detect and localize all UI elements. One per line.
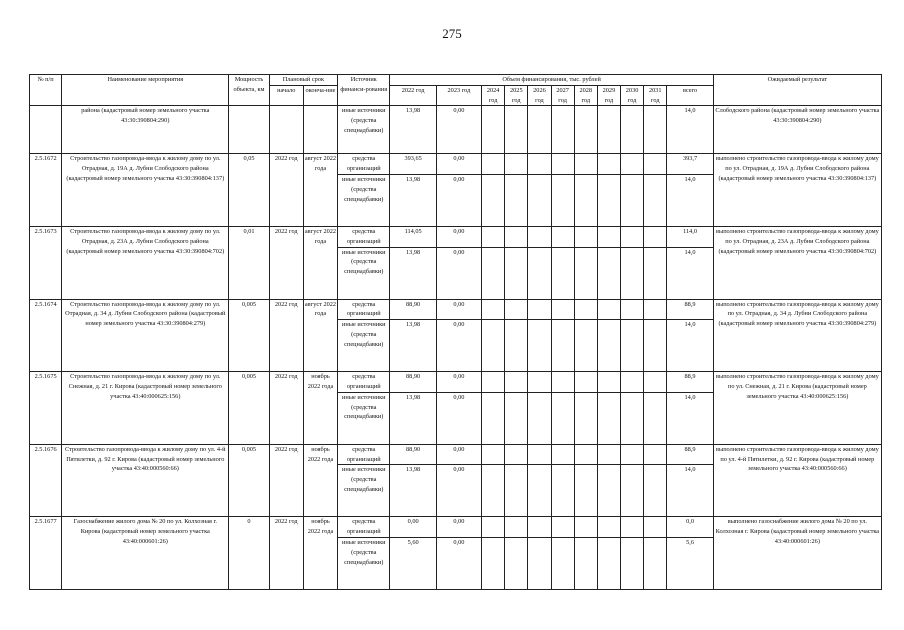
cell-empty	[644, 226, 667, 247]
cell-2023: 0,00	[436, 320, 481, 372]
cell-empty	[505, 106, 528, 154]
cell-empty	[505, 372, 528, 393]
header-result: Ожидаемый результат	[713, 75, 881, 106]
cell-empty	[574, 247, 597, 299]
cell-empty	[574, 372, 597, 393]
cell-start: 2022 год	[269, 299, 303, 372]
cell-source: иные источники (средства спецнадбавки)	[338, 320, 390, 372]
table-row	[30, 154, 882, 175]
table-header	[30, 75, 882, 106]
cell-empty	[621, 226, 644, 247]
cell-empty	[574, 320, 597, 372]
header-term-start: начало	[269, 85, 303, 106]
header-year-2022: 2022 год	[390, 85, 436, 106]
cell-end: август 2022 года	[303, 299, 337, 372]
cell-total: 114,0	[667, 226, 713, 247]
cell-source: средства организаций	[338, 299, 390, 320]
cell-empty	[505, 517, 528, 538]
header-year-2025: 2025 год	[505, 85, 528, 106]
cell-empty	[597, 299, 620, 320]
cell-source: средства организаций	[338, 444, 390, 465]
cell-source: иные источники (средства спецнадбавки)	[338, 247, 390, 299]
cell-end: ноябрь 2022 года	[303, 517, 337, 590]
cell-empty	[574, 154, 597, 175]
cell-code: 2.5.1677	[30, 517, 62, 590]
cell-total: 14,0	[667, 174, 713, 226]
cell-result: выполнено строительство газопровода-ввода к жилому дому по ул. Снежная, д. 21 г. Кирова (кадастровый номер земельного участка 43:40:000625:156)	[713, 372, 881, 445]
cell-empty	[597, 444, 620, 465]
cell-empty	[597, 517, 620, 538]
cell-empty	[551, 444, 574, 465]
header-year-2023: 2023 год	[436, 85, 481, 106]
cell-source: средства организаций	[338, 226, 390, 247]
cell-name: Строительство газопровода-ввода к жилому дому по ул. 4-й Пятилетки, д. 92 г. Кирова (кадастровый номер земельного участка 43:40:000560:66)	[62, 444, 229, 517]
cell-end: ноябрь 2022 года	[303, 444, 337, 517]
cell-2022: 13,98	[390, 247, 436, 299]
cell-2023: 0,00	[436, 392, 481, 444]
cell-empty	[574, 465, 597, 517]
cell-source: иные источники (средства спецнадбавки)	[338, 392, 390, 444]
cell-start: 2022 год	[269, 444, 303, 517]
table-body	[30, 106, 882, 590]
cell-total: 5,6	[667, 537, 713, 589]
cell-total: 88,9	[667, 372, 713, 393]
cell-2023: 0,00	[436, 106, 481, 154]
cell-empty	[621, 465, 644, 517]
cell-empty	[528, 174, 551, 226]
cell-total: 0,0	[667, 517, 713, 538]
table-row	[30, 299, 882, 320]
cell-2022: 13,98	[390, 320, 436, 372]
cell-2022: 88,90	[390, 299, 436, 320]
cell-empty	[644, 174, 667, 226]
cell-empty	[505, 320, 528, 372]
cell-empty	[551, 537, 574, 589]
cell-empty	[482, 299, 505, 320]
cell-start: 2022 год	[269, 517, 303, 590]
cell-capacity: 0,005	[229, 299, 269, 372]
cell-empty	[597, 247, 620, 299]
cell-2023: 0,00	[436, 517, 481, 538]
cell-empty	[574, 299, 597, 320]
cell-empty	[621, 517, 644, 538]
cell-empty	[621, 537, 644, 589]
cell-empty	[551, 154, 574, 175]
cell-result: выполнено строительство газопровода-ввода к жилому дому по ул. Отрадная, д. 19А д. Лубни Слободского района (кадастровый номер земельного участка 43:30:390804:137)	[713, 154, 881, 227]
cell-code: 2.5.1675	[30, 372, 62, 445]
cell-start: 2022 год	[269, 154, 303, 227]
header-year-2031: 2031 год	[644, 85, 667, 106]
cell-empty	[574, 174, 597, 226]
header-num: № п/п	[30, 75, 62, 106]
cell-empty	[597, 392, 620, 444]
cell-empty	[482, 106, 505, 154]
cell-empty	[621, 392, 644, 444]
cell-empty	[482, 517, 505, 538]
header-name: Наименование мероприятия	[62, 75, 229, 106]
cell-2023: 0,00	[436, 444, 481, 465]
table-row	[30, 444, 882, 465]
cell-empty	[574, 537, 597, 589]
cell-empty	[644, 299, 667, 320]
cell-empty	[597, 537, 620, 589]
cell-2023: 0,00	[436, 465, 481, 517]
cell-empty	[528, 537, 551, 589]
cell-empty	[644, 320, 667, 372]
header-term-end: оконча-ние	[303, 85, 337, 106]
cell-empty	[597, 372, 620, 393]
cell-code: 2.5.1674	[30, 299, 62, 372]
cell-2022: 0,00	[390, 517, 436, 538]
cell-code: 2.5.1676	[30, 444, 62, 517]
cell-end: ноябрь 2022 года	[303, 372, 337, 445]
cell-empty	[644, 517, 667, 538]
cell-empty	[621, 372, 644, 393]
cell-empty	[597, 106, 620, 154]
cell-2022: 13,98	[390, 106, 436, 154]
cell-empty	[505, 465, 528, 517]
cell-source: средства организаций	[338, 154, 390, 175]
cell-empty	[644, 465, 667, 517]
cell-name: Строительство газопровода-ввода к жилому дому по ул. Отрадная, д. 34 д. Лубни Слободского района (кадастровый номер земельного участка 43:30:390804:279)	[62, 299, 229, 372]
header-term: Плановый срок	[269, 75, 337, 86]
cell-result: Слободского района (кадастровый номер земельного участка 43:30:390804:290)	[713, 106, 881, 154]
cell-2022: 13,98	[390, 392, 436, 444]
page-number: 275	[442, 26, 462, 41]
cell-empty	[597, 154, 620, 175]
cell-empty	[644, 392, 667, 444]
table-row	[30, 372, 882, 393]
table-row	[30, 226, 882, 247]
cell-empty	[505, 247, 528, 299]
cell-empty	[482, 465, 505, 517]
cell-total: 88,9	[667, 444, 713, 465]
cell-source: иные источники (средства спецнадбавки)	[338, 106, 390, 154]
cell-end: август 2022 года	[303, 226, 337, 299]
cell-start: 2022 год	[269, 226, 303, 299]
cell-empty	[505, 174, 528, 226]
cell-empty	[505, 299, 528, 320]
cell-empty	[551, 372, 574, 393]
cell-empty	[482, 174, 505, 226]
cell-total: 14,0	[667, 392, 713, 444]
cell-2023: 0,00	[436, 299, 481, 320]
cell-empty	[644, 106, 667, 154]
header-source: Источник финанси-рования	[338, 75, 390, 106]
cell-result: выполнено строительство газопровода-ввода к жилому дому по ул. 4-й Пятилетки, д. 92 г. Кирова (кадастровый номер земельного участка 43:40:000560:66)	[713, 444, 881, 517]
cell-source: иные источники (средства спецнадбавки)	[338, 537, 390, 589]
cell-empty	[482, 537, 505, 589]
cell-empty	[482, 444, 505, 465]
cell-empty	[551, 174, 574, 226]
cell-empty	[528, 444, 551, 465]
header-year-2026: 2026 год	[528, 85, 551, 106]
cell-empty	[505, 537, 528, 589]
cell-end: август 2022 года	[303, 154, 337, 227]
cell-empty	[621, 444, 644, 465]
cell-empty	[551, 465, 574, 517]
cell-empty	[621, 106, 644, 154]
header-financing: Объем финансирования, тыс. рублей	[390, 75, 713, 86]
header-year-2030: 2030 год	[621, 85, 644, 106]
cell-empty	[574, 226, 597, 247]
cell-source: иные источники (средства спецнадбавки)	[338, 174, 390, 226]
cell-empty	[644, 444, 667, 465]
cell-empty	[482, 226, 505, 247]
cell-start: 2022 год	[269, 372, 303, 445]
cell-name: Строительство газопровода-ввода к жилому дому по ул. Отрадная, д. 23А д. Лубни Слободского района (кадастровый номер земельного участка 43:30:390804:702)	[62, 226, 229, 299]
cell-empty	[528, 517, 551, 538]
cell-name: Строительство газопровода-ввода к жилому дому по ул. Снежная, д. 21 г. Кирова (кадастровый номер земельного участка 43:40:000625:156)	[62, 372, 229, 445]
cell-2023: 0,00	[436, 247, 481, 299]
cell-capacity: 0,05	[229, 154, 269, 227]
cell-empty	[551, 226, 574, 247]
cell-empty	[482, 392, 505, 444]
cell-empty	[644, 537, 667, 589]
cell-empty	[528, 392, 551, 444]
cell-capacity: 0,005	[229, 444, 269, 517]
cell-name: района (кадастровый номер земельного участка 43:30:390804:290)	[62, 106, 229, 154]
table-row-continuation	[30, 106, 882, 154]
header-total: всего	[667, 85, 713, 106]
cell-2022: 393,65	[390, 154, 436, 175]
cell-empty	[551, 247, 574, 299]
cell-empty	[505, 392, 528, 444]
cell-empty	[551, 299, 574, 320]
header-year-2027: 2027 год	[551, 85, 574, 106]
cell-capacity	[229, 106, 269, 154]
cell-2022: 5,60	[390, 537, 436, 589]
cell-empty	[621, 299, 644, 320]
cell-empty	[528, 154, 551, 175]
cell-name: Газоснабжение жилого дома № 20 по ул. Колхозная г. Кирова (кадастровый номер земельного участка 43:40:000601:26)	[62, 517, 229, 590]
cell-empty	[574, 517, 597, 538]
header-year-2029: 2029 год	[597, 85, 620, 106]
cell-source: средства организаций	[338, 372, 390, 393]
cell-capacity: 0,01	[229, 226, 269, 299]
cell-empty	[644, 154, 667, 175]
cell-result: выполнено строительство газопровода-ввода к жилому дому по ул. Отрадная, д. 23А д. Лубни Слободского района (кадастровый номер земельного участка 43:30:390804:702)	[713, 226, 881, 299]
cell-empty	[528, 106, 551, 154]
cell-code: 2.5.1672	[30, 154, 62, 227]
cell-empty	[482, 320, 505, 372]
cell-total: 393,7	[667, 154, 713, 175]
cell-empty	[528, 299, 551, 320]
cell-empty	[482, 372, 505, 393]
cell-empty	[621, 174, 644, 226]
cell-2023: 0,00	[436, 174, 481, 226]
cell-empty	[644, 372, 667, 393]
cell-empty	[597, 320, 620, 372]
cell-2023: 0,00	[436, 537, 481, 589]
cell-empty	[482, 154, 505, 175]
cell-empty	[551, 320, 574, 372]
cell-empty	[597, 226, 620, 247]
cell-result: выполнено газоснабжение жилого дома № 20 по ул. Колхозная г. Кирова (кадастровый номер земельного участка 43:40:000601:26)	[713, 517, 881, 590]
cell-empty	[597, 465, 620, 517]
cell-empty	[574, 392, 597, 444]
cell-empty	[644, 247, 667, 299]
cell-empty	[621, 320, 644, 372]
cell-empty	[597, 174, 620, 226]
header-year-2024: 2024 год	[482, 85, 505, 106]
header-capacity: Мощность объекта, км	[229, 75, 269, 106]
cell-code	[30, 106, 62, 154]
cell-capacity: 0	[229, 517, 269, 590]
cell-2023: 0,00	[436, 154, 481, 175]
cell-total: 14,0	[667, 465, 713, 517]
cell-2022: 88,90	[390, 444, 436, 465]
cell-2023: 0,00	[436, 226, 481, 247]
cell-total: 14,0	[667, 320, 713, 372]
cell-empty	[621, 154, 644, 175]
cell-source: иные источники (средства спецнадбавки)	[338, 465, 390, 517]
cell-capacity: 0,005	[229, 372, 269, 445]
cell-2022: 13,98	[390, 465, 436, 517]
financing-table	[29, 74, 882, 590]
cell-empty	[574, 444, 597, 465]
cell-empty	[528, 247, 551, 299]
cell-empty	[528, 320, 551, 372]
cell-empty	[621, 247, 644, 299]
cell-empty	[528, 226, 551, 247]
cell-start	[269, 106, 303, 154]
cell-empty	[505, 444, 528, 465]
cell-code: 2.5.1673	[30, 226, 62, 299]
cell-empty	[574, 106, 597, 154]
cell-empty	[528, 372, 551, 393]
cell-2022: 114,05	[390, 226, 436, 247]
table-row	[30, 517, 882, 538]
cell-empty	[551, 517, 574, 538]
header-year-2028: 2028 год	[574, 85, 597, 106]
cell-name: Строительство газопровода-ввода к жилому дому по ул. Отрадная, д. 19А д. Лубни Слободского района (кадастровый номер земельного участка 43:30:390804:137)	[62, 154, 229, 227]
cell-2022: 88,90	[390, 372, 436, 393]
cell-2023: 0,00	[436, 372, 481, 393]
cell-empty	[505, 226, 528, 247]
cell-empty	[551, 106, 574, 154]
cell-empty	[528, 465, 551, 517]
cell-empty	[551, 392, 574, 444]
cell-end	[303, 106, 337, 154]
cell-empty	[482, 247, 505, 299]
cell-total: 14,0	[667, 106, 713, 154]
cell-result: выполнено строительство газопровода-ввода к жилому дому по ул. Отрадная, д. 34 д. Лубни Слободского района (кадастровый номер земельного участка 43:30:390804:279)	[713, 299, 881, 372]
cell-2022: 13,98	[390, 174, 436, 226]
cell-source: средства организаций	[338, 517, 390, 538]
cell-empty	[505, 154, 528, 175]
cell-total: 88,9	[667, 299, 713, 320]
cell-total: 14,0	[667, 247, 713, 299]
